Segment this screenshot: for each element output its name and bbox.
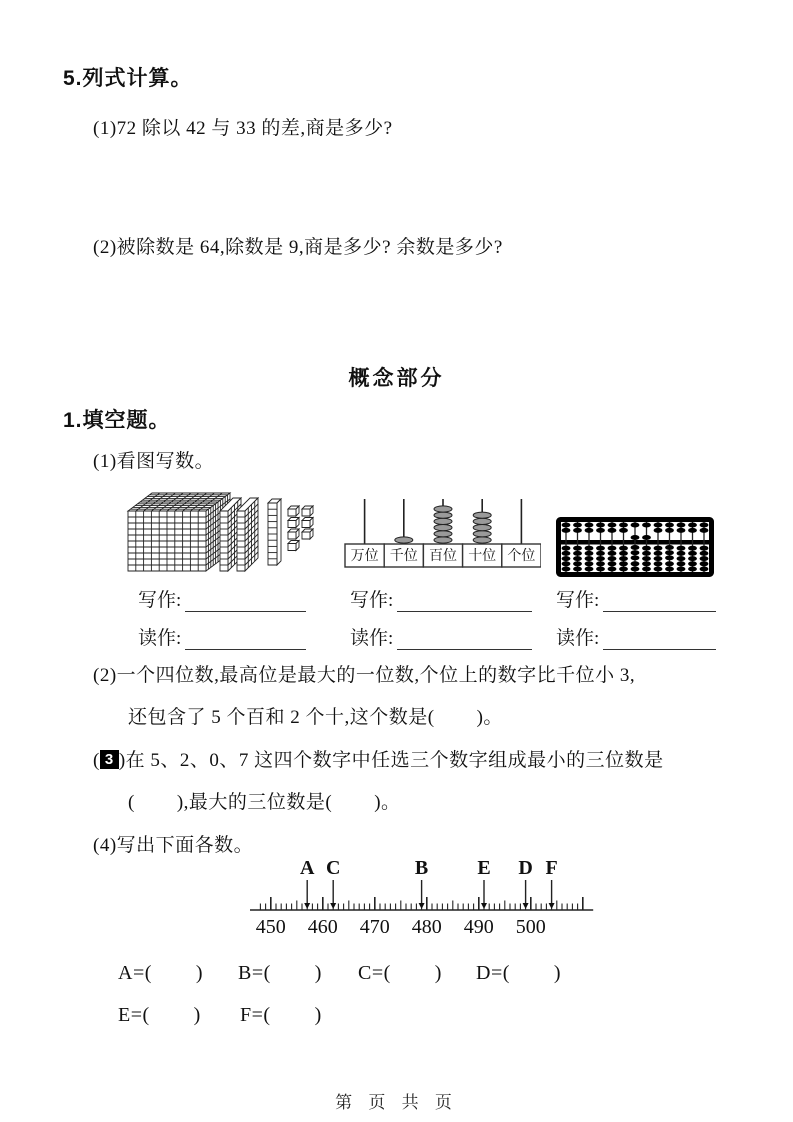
svg-text:480: 480 bbox=[411, 916, 442, 938]
answer-blank bbox=[397, 589, 532, 612]
svg-text:500: 500 bbox=[515, 916, 546, 938]
page-footer: 第 页 共 页 bbox=[335, 1093, 458, 1112]
svg-text:460: 460 bbox=[307, 916, 338, 938]
write-label: 写作: bbox=[138, 590, 182, 611]
svg-text:A: A bbox=[299, 858, 315, 879]
write-row-3 bbox=[556, 585, 716, 612]
svg-text:百位: 百位 bbox=[429, 549, 457, 564]
sub-question-2-line1: (2)一个四位数,最高位是最大的一位数,个位上的数字比千位小 3, bbox=[93, 665, 636, 686]
answer-item-f: F=( ) bbox=[240, 1004, 322, 1026]
sub-question-2-line2: 还包含了 5 个百和 2 个十,这个数是( )。 bbox=[128, 707, 503, 728]
sub-question-1: (1)看图写数。 bbox=[93, 451, 215, 472]
write-row-1 bbox=[138, 585, 306, 612]
sub-question-4: (4)写出下面各数。 bbox=[93, 835, 254, 856]
answer-blank bbox=[603, 589, 716, 612]
read-label: 读作: bbox=[556, 628, 600, 649]
svg-text:F: F bbox=[545, 858, 558, 879]
read-label: 读作: bbox=[350, 628, 394, 649]
question-3-badge: 3 bbox=[100, 750, 119, 769]
svg-text:千位: 千位 bbox=[389, 549, 418, 564]
base-ten-blocks-figure bbox=[114, 489, 326, 585]
svg-text:B: B bbox=[414, 858, 429, 879]
answer-item-b: B=( ) bbox=[238, 962, 322, 984]
svg-text:E: E bbox=[477, 858, 491, 879]
write-row-2 bbox=[350, 585, 532, 612]
paren-open: ( bbox=[93, 750, 100, 771]
answer-item-e: E=( ) bbox=[118, 1004, 201, 1026]
answer-item-d: D=( ) bbox=[476, 962, 562, 984]
answer-blank bbox=[185, 627, 306, 650]
svg-text:470: 470 bbox=[359, 916, 390, 938]
section-5-heading: 5.列式计算。 bbox=[63, 67, 193, 90]
fill-in-heading: 1.填空题。 bbox=[63, 409, 171, 432]
calc-question-2: (2)被除数是 64,除数是 9,商是多少? 余数是多少? bbox=[93, 237, 503, 258]
question-3-text: )在 5、2、0、7 这四个数字中任选三个数字组成最小的三位数是 bbox=[118, 750, 664, 771]
place-value-abacus-figure bbox=[343, 496, 541, 570]
svg-text:C: C bbox=[325, 858, 341, 879]
read-row-3 bbox=[556, 623, 716, 650]
svg-text:个位: 个位 bbox=[507, 549, 536, 564]
read-row-1 bbox=[138, 623, 306, 650]
calc-question-1: (1)72 除以 42 与 33 的差,商是多少? bbox=[93, 118, 393, 139]
sub-question-3-line1 bbox=[93, 745, 664, 772]
answer-blank bbox=[397, 627, 532, 650]
number-line-figure bbox=[246, 858, 602, 954]
concept-section-heading: 概念部分 bbox=[348, 367, 445, 390]
answer-item-a: A=( ) bbox=[118, 962, 204, 984]
svg-text:十位: 十位 bbox=[468, 549, 497, 564]
write-label: 写作: bbox=[350, 590, 394, 611]
write-label: 写作: bbox=[556, 590, 600, 611]
suanpan-abacus-figure bbox=[556, 517, 714, 577]
svg-text:万位: 万位 bbox=[350, 549, 379, 564]
svg-text:450: 450 bbox=[255, 916, 286, 938]
sub-question-3-line2: ( ),最大的三位数是( )。 bbox=[128, 792, 401, 813]
svg-text:490: 490 bbox=[463, 916, 494, 938]
answer-blank bbox=[603, 627, 716, 650]
svg-text:D: D bbox=[518, 858, 533, 879]
answer-blank bbox=[185, 589, 306, 612]
read-label: 读作: bbox=[138, 628, 182, 649]
read-row-2 bbox=[350, 623, 532, 650]
answer-item-c: C=( ) bbox=[358, 962, 442, 984]
